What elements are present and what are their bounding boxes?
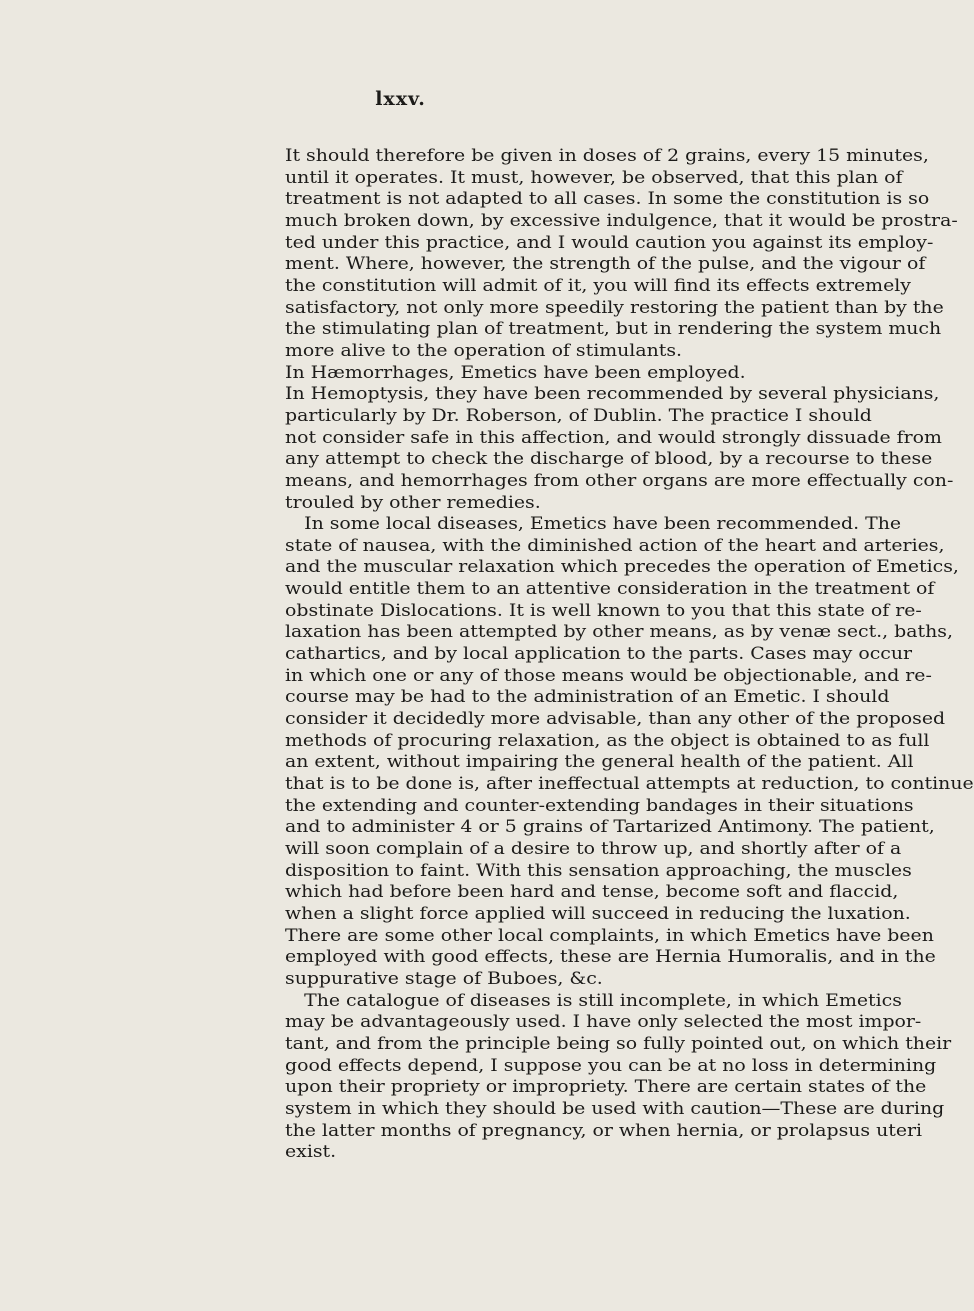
text-line: obstinate Dislocations. It is well known to you that this state of re-	[285, 599, 922, 620]
text-line: state of nausea, with the diminished action of the heart and arteries,	[285, 534, 945, 555]
text-line: that is to be done is, after ineffectual attempts at reduction, to continue	[285, 773, 974, 794]
text-line: and to administer 4 or 5 grains of Tartarized Antimony. The patient,	[285, 816, 935, 837]
text-line: the constitution will admit of it, you will find its effects extremely	[285, 274, 911, 295]
text-line: may be advantageously used. I have only selected the most impor-	[285, 1011, 922, 1032]
text-line: when a slight force applied will succeed in reducing the luxation.	[285, 902, 911, 923]
text-line: until it operates. It must, however, be observed, that this plan of	[285, 166, 903, 187]
text-line: much broken down, by excessive indulgence, that it would be prostra-	[285, 209, 958, 230]
text-line: any attempt to check the discharge of blood, by a recourse to these	[285, 448, 933, 469]
text-line: The catalogue of diseases is still incomplete, in which Emetics	[304, 989, 902, 1010]
text-line: laxation has been attempted by other means, as by venæ sect., baths,	[285, 621, 953, 642]
text-line: In Hæmorrhages, Emetics have been employed.	[285, 361, 746, 382]
text-line: the extending and counter-extending bandages in their situations	[285, 794, 914, 815]
text-line: course may be had to the administration of an Emetic. I should	[285, 686, 890, 707]
text-line: suppurative stage of Buboes, &c.	[285, 967, 603, 988]
text-line: upon their propriety or impropriety. There are certain states of the	[285, 1076, 927, 1097]
text-line: and the muscular relaxation which precedes the operation of Emetics,	[285, 556, 959, 577]
body-text	[285, 145, 974, 1163]
text-line: would entitle them to an attentive consideration in the treatment of	[285, 578, 935, 599]
text-line: methods of procuring relaxation, as the object is obtained to as full	[285, 729, 930, 750]
text-line: In Hemoptysis, they have been recommended by several physicians,	[285, 383, 940, 404]
text-line: It should therefore be given in doses of 2 grains, every 15 minutes,	[285, 145, 929, 165]
text-line: There are some other local complaints, in which Emetics have been	[285, 924, 934, 945]
text-line: will soon complain of a desire to throw up, and shortly after of a	[285, 838, 902, 858]
text-line: which had before been hard and tense, become soft and flaccid,	[285, 881, 899, 902]
text-line: consider it decidedly more advisable, than any other of the proposed	[285, 708, 946, 729]
text-line: means, and hemorrhages from other organs are more effectually con-	[285, 469, 954, 490]
text-line: an extent, without impairing the general health of the patient. All	[285, 751, 914, 772]
text-line: more alive to the operation of stimulants.	[285, 339, 683, 360]
text-line: the stimulating plan of treatment, but in rendering the system much	[285, 318, 942, 339]
text-line: in which one or any of those means would be objectionable, and re-	[285, 664, 932, 685]
text-line: cathartics, and by local application to the parts. Cases may occur	[285, 643, 913, 664]
text-line: employed with good effects, these are Hernia Humoralis, and in the	[285, 946, 936, 967]
text-line: tant, and from the principle being so fully pointed out, on which their	[285, 1032, 952, 1053]
text-line: disposition to faint. With this sensation approaching, the muscles	[285, 859, 912, 880]
text-line: ment. Where, however, the strength of the pulse, and the vigour of	[285, 253, 926, 274]
text-line: system in which they should be used with caution—These are during	[285, 1097, 945, 1118]
text-line: good effects depend, I suppose you can be at no loss in determining	[285, 1054, 937, 1075]
text-line: In some local diseases, Emetics have been recommended. The	[304, 513, 902, 534]
text-line: exist.	[285, 1141, 337, 1162]
text-line: treatment is not adapted to all cases. In some the constitution is so	[285, 188, 930, 209]
text-line: satisfactory, not only more speedily restoring the patient than by the	[285, 296, 944, 317]
text-line: particularly by Dr. Roberson, of Dublin. The practice I should	[285, 404, 872, 425]
page-number: lxxv.	[375, 88, 426, 110]
text-line: not consider safe in this affection, and would strongly dissuade from	[285, 426, 942, 447]
text-line: the latter months of pregnancy, or when hernia, or prolapsus uteri	[285, 1119, 923, 1140]
text-line: ted under this practice, and I would caution you against its employ-	[285, 231, 934, 252]
text-line: trouled by other remedies.	[285, 491, 541, 512]
